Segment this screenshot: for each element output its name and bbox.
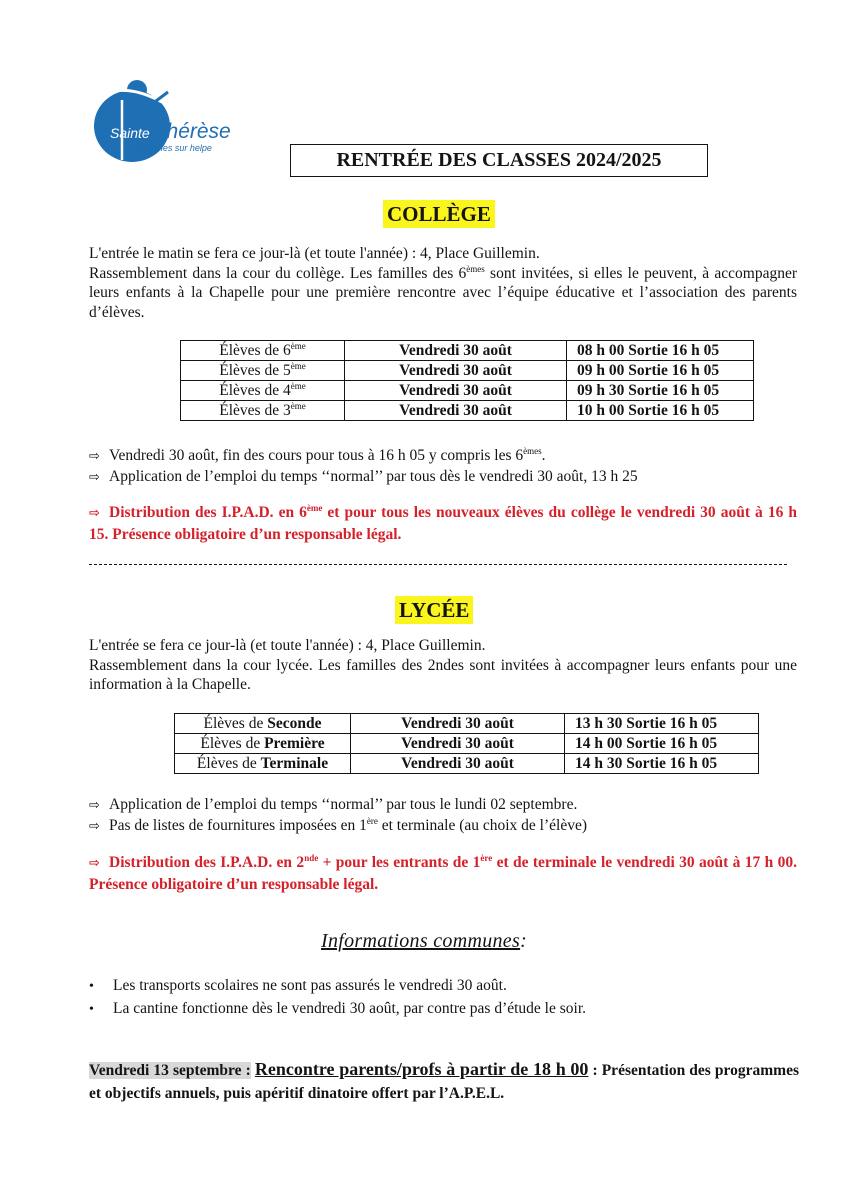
lycee-ipad-notice [89,852,797,895]
college-schedule-table [180,340,754,421]
college-ipad-sup: ème [306,502,323,513]
lycee-note-2-sup: ère [366,815,378,826]
arrow-right-icon: ⇨ [89,470,100,485]
college-ipad-notice [89,502,797,545]
level-sup: ème [290,340,306,351]
college-note-1-text-b: . [541,447,546,464]
table-row [175,714,759,734]
level-cell [175,754,351,774]
lycee-intro-line1: L'entrée se fera ce jour-là (et toute l'année) : 4, Place Guillemin. [89,637,486,654]
lycee-note-2 [89,816,587,837]
level-cell [175,714,351,734]
level-prefix: Élèves de [196,754,261,772]
date-cell: Vendredi 30 août [345,401,567,421]
arrow-right-icon: ⇨ [89,856,100,871]
college-note-2-text: Application de l’emploi du temps ‘‘normal’’ par tous dès le vendredi 30 août, 13 h 25 [109,468,638,485]
college-intro [89,244,797,322]
arrow-right-icon: ⇨ [89,798,100,813]
date-cell: Vendredi 30 août [345,381,567,401]
lycee-ipad-text-b: + pour les entrants de 1 [318,854,481,871]
common-info-heading-text: Informations communes [321,930,521,952]
school-logo [92,80,252,164]
logo-name-part1: Sainte [110,125,150,141]
college-heading: COLLÈGE [383,200,495,228]
date-cell: Vendredi 30 août [345,341,567,361]
college-intro-line1: L'entrée le matin se fera ce jour-là (et toute l'année) : 4, Place Guillemin. [89,245,540,262]
college-ipad-text-a: Distribution des I.P.A.D. en 6 [109,504,307,521]
college-intro-sup: èmes [466,263,485,274]
college-intro-line2 [89,264,797,323]
lycee-schedule-table [174,713,759,774]
table-row [175,754,759,774]
logo-name-part2: Thérèse [153,120,231,143]
lycee-ipad-text-a: Distribution des I.P.A.D. en 2 [109,854,305,871]
level-prefix: Élèves de [203,714,268,732]
college-note-2 [89,467,638,488]
section-divider [89,564,787,565]
level-text: Élèves de 5 [219,361,291,379]
common-info-heading-suffix: : [520,930,528,952]
time-cell: 14 h 30 Sortie 16 h 05 [565,754,759,774]
level-sup: ème [290,360,306,371]
time-cell: 09 h 00 Sortie 16 h 05 [567,361,754,381]
college-ipad-text-b: et pour tous les nouveaux élèves du collège le vendredi 30 août à 16 h 15. Présence obligatoire d’un responsable légal. [89,504,797,543]
level-prefix: Élèves de [200,734,265,752]
college-note-1-sup: èmes [523,445,542,456]
lycee-heading: LYCÉE [395,596,473,624]
lycee-ipad-sup-2: ère [480,852,493,863]
bullet-icon: • [89,979,94,994]
time-cell: 13 h 30 Sortie 16 h 05 [565,714,759,734]
level-text: Seconde [267,714,322,732]
level-text: Première [264,734,325,752]
level-cell [181,361,345,381]
date-cell: Vendredi 30 août [351,714,565,734]
date-cell: Vendredi 30 août [351,754,565,774]
date-cell: Vendredi 30 août [345,361,567,381]
list-item [89,999,586,1020]
meeting-date: Vendredi 13 septembre : [89,1062,251,1079]
table-row [181,381,754,401]
level-cell [181,381,345,401]
table-row [175,734,759,754]
level-cell [181,341,345,361]
level-sup: ème [290,400,306,411]
date-cell: Vendredi 30 août [351,734,565,754]
bullet-icon: • [89,1002,94,1017]
lycee-intro-line2: Rassemblement dans la cour lycée. Les familles des 2ndes sont invitées à accompagner leurs enfants pour une information à la Chapelle. [89,656,797,693]
level-sup: ème [290,380,306,391]
arrow-right-icon: ⇨ [89,449,100,464]
parent-meeting-notice [89,1058,799,1105]
level-text: Élèves de 3 [219,401,291,419]
time-cell: 09 h 30 Sortie 16 h 05 [567,381,754,401]
level-text: Élèves de 4 [219,381,291,399]
lycee-ipad-text-c: et de terminale le vendredi 30 août à 17 h 00. Présence obligatoire d’un responsable légal. [89,854,797,893]
college-intro-text-b: sont invitées, si elles le peuvent, à accompagner leurs enfants à la Chapelle pour une première rencontre avec l’équipe éducative et l’association des parents d’élèves. [89,264,797,321]
list-item-text: La cantine fonctionne dès le vendredi 30 août, par contre pas d’étude le soir. [113,1000,587,1017]
table-row [181,341,754,361]
level-text: Terminale [260,754,329,772]
lycee-note-2-text-b: et terminale (au choix de l’élève) [377,817,588,834]
lycee-note-1 [89,795,577,816]
time-cell: 10 h 00 Sortie 16 h 05 [567,401,754,421]
table-row [181,401,754,421]
level-cell [181,401,345,421]
lycee-ipad-sup-1: nde [304,852,319,863]
lycee-note-1-text: Application de l’emploi du temps ‘‘normal’’ par tous le lundi 02 septembre. [109,796,578,813]
common-info-heading [321,930,527,953]
arrow-right-icon: ⇨ [89,506,100,521]
logo-wordmark [110,120,231,144]
meeting-details: : Présentation des programmes et objectifs annuels, puis apéritif dinatoire offert par l’A.P.E.L. [89,1062,799,1102]
lycee-intro [89,636,797,695]
time-cell: 08 h 00 Sortie 16 h 05 [567,341,754,361]
time-cell: 14 h 00 Sortie 16 h 05 [565,734,759,754]
college-note-1-text-a: Vendredi 30 août, fin des cours pour tous à 16 h 05 y compris les 6 [109,447,524,464]
level-cell [175,734,351,754]
lycee-note-2-text-a: Pas de listes de fournitures imposées en 1 [109,817,367,834]
list-item [89,976,507,997]
college-intro-text-a: Rassemblement dans la cour du collège. Les familles des 6 [89,264,467,282]
college-note-1 [89,446,546,467]
table-row [181,361,754,381]
arrow-right-icon: ⇨ [89,819,100,834]
logo-subtitle: Avesnes sur helpe [138,143,212,153]
meeting-event: Rencontre parents/profs à partir de 18 h 00 [254,1059,589,1079]
level-text: Élèves de 6 [219,341,291,359]
list-item-text: Les transports scolaires ne sont pas assurés le vendredi 30 août. [113,977,507,994]
page-title: RENTRÉE DES CLASSES 2024/2025 [290,144,708,177]
